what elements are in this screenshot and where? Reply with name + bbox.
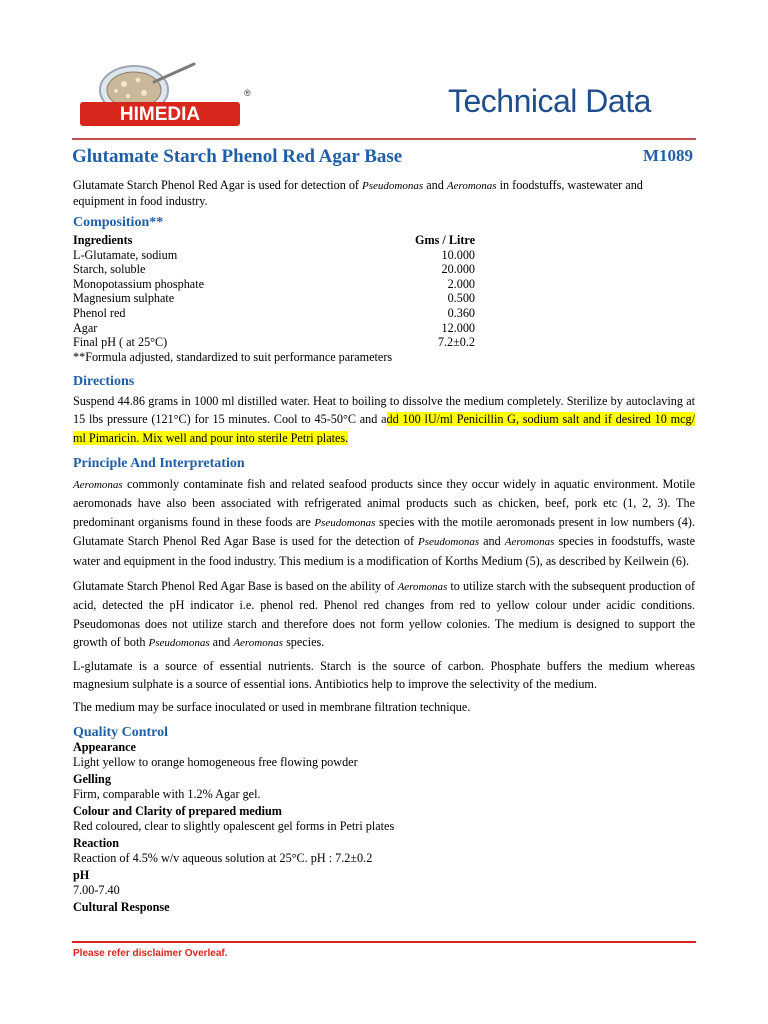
qc-value: 7.00-7.40	[73, 882, 120, 897]
paragraph-text: and	[483, 534, 501, 549]
table-row	[73, 262, 475, 277]
composition-heading: Composition**	[73, 215, 164, 230]
qc-item	[73, 836, 695, 866]
qc-label: Reaction	[73, 835, 120, 850]
species-name: Aeromonas	[397, 580, 448, 593]
ingredient-name: Phenol red	[73, 305, 126, 320]
table-row	[73, 277, 475, 292]
principle-paragraph-4: The medium may be surface inoculated or used in membrane filtration technique.	[73, 700, 471, 715]
principle-heading: Principle And Interpretation	[73, 455, 245, 471]
ingredient-value: 0.360	[447, 305, 475, 320]
species-name: Pseudomonas	[148, 637, 210, 650]
header-divider	[72, 138, 696, 140]
ingredient-name: Monopotassium phosphate	[73, 276, 205, 291]
species-name: Aeromonas	[233, 637, 284, 650]
paragraph-text: species in foodstuffs, waste water and equipment in the food industry. This medium is a modification of Korths Medium (5), as described by Keilwein (6).	[73, 534, 696, 568]
table-row	[73, 248, 475, 263]
intro-text: Glutamate Starch Phenol Red Agar is used for detection of	[73, 178, 359, 192]
ingredient-value: 10.000	[441, 247, 475, 262]
footer-divider	[72, 941, 696, 943]
composition-table	[73, 233, 475, 350]
disclaimer-text: Please refer disclaimer Overleaf.	[73, 948, 228, 959]
ingredient-value: 7.2±0.2	[437, 335, 475, 350]
qc-item	[73, 900, 695, 915]
species-name: Aeromonas	[504, 536, 555, 549]
species-name: Aeromonas	[73, 478, 123, 491]
paragraph-text: Glutamate Starch Phenol Red Agar Base is based on the ability of	[73, 578, 395, 593]
principle-paragraph-3: L-glutamate is a source of essential nutrients. Starch is the source of carbon. Phosphate buffers the medium whereas magnesium sulphate is a source of essential ions. Antibiotics help to improve the selectivity of the medium.	[73, 658, 695, 692]
paragraph-text: and	[212, 635, 231, 650]
table-row	[73, 335, 475, 350]
directions-text: Suspend 44.86 grams in 1000 ml distilled water. Heat to boiling to dissolve the medium completely. Sterilize by autoclaving at 15 lbs pressure (121°C) for 15 minutes. Cool to 45-50°C and a	[73, 393, 695, 427]
table-row	[73, 291, 475, 306]
svg-text:®: ®	[244, 88, 251, 98]
qc-item	[73, 804, 695, 834]
qc-label: pH	[73, 867, 90, 882]
qc-value: Light yellow to orange homogeneous free flowing powder	[73, 754, 358, 769]
qc-item	[73, 740, 695, 770]
highlighted-text: dd 100 lU/ml Penicillin G, sodium salt and if desired 10 mcg/ ml Pimaricin. Mix well and pour into sterile Petri plates.	[73, 412, 695, 445]
qc-item	[73, 868, 695, 898]
intro-paragraph	[73, 178, 695, 209]
ingredient-value: 12.000	[441, 320, 475, 335]
qc-value: Reaction of 4.5% w/v aqueous solution at 25°C. pH : 7.2±0.2	[73, 850, 373, 865]
quality-control-heading: Quality Control	[73, 724, 169, 740]
directions-heading: Directions	[73, 373, 135, 389]
intro-text: in foodstuffs, wastewater and equipment in food industry.	[73, 178, 643, 208]
qc-value: Red coloured, clear to slightly opalescent gel forms in Petri plates	[73, 818, 395, 833]
qc-label: Gelling	[73, 771, 111, 786]
paragraph-text: to utilize starch with the subsequent production of acid, detected the pH indicator i.e. phenol red. Phenol red changes from red to yellow colour under acidic conditions. Pseudomonas does not utilize starch and therefore does not form yellow colonies. The medium is designed to support the growth of both	[73, 578, 696, 650]
ingredient-value: 0.500	[447, 291, 475, 306]
principle-paragraph-2	[73, 577, 695, 653]
product-code: M1089	[642, 146, 693, 165]
formula-note: **Formula adjusted, standardized to suit performance parameters	[73, 349, 393, 364]
ingredient-value: 20.000	[441, 262, 475, 277]
intro-text: and	[426, 178, 444, 192]
species-name: Aeromonas	[446, 180, 497, 192]
product-name: Glutamate Starch Phenol Red Agar Base	[72, 146, 403, 167]
column-header-gms-litre: Gms / Litre	[414, 233, 475, 247]
table-row	[73, 306, 475, 321]
paragraph-text: species.	[286, 635, 325, 650]
principle-paragraph-1	[73, 475, 695, 571]
paragraph-text: commonly contaminate fish and related seafood products since they occur widely in aquatic environment. Motile aeromonads have also been associated with refrigerated animal products such as chicken, beef, pork etc (1, 2, 3). The predominant organisms found in these foods are	[73, 476, 695, 529]
qc-label: Colour and Clarity of prepared medium	[73, 803, 282, 818]
directions-paragraph	[73, 392, 695, 448]
column-header-ingredients: Ingredients	[73, 233, 133, 247]
brand-text: HIMEDIA	[119, 104, 201, 125]
himedia-logo	[72, 60, 262, 140]
ingredient-name: Final pH ( at 25°C)	[73, 335, 168, 350]
qc-value: Firm, comparable with 1.2% Agar gel.	[73, 786, 261, 801]
ingredient-name: Magnesium sulphate	[73, 291, 175, 306]
document-title: Technical Data	[448, 83, 651, 119]
ingredient-name: Agar	[73, 320, 98, 335]
species-name: Pseudomonas	[418, 536, 480, 549]
ingredient-name: Starch, soluble	[73, 262, 146, 277]
species-name: Pseudomonas	[362, 180, 424, 192]
qc-item	[73, 772, 695, 802]
qc-label: Appearance	[73, 739, 136, 754]
ingredient-value: 2.000	[447, 276, 475, 291]
ingredient-name: L-Glutamate, sodium	[73, 247, 178, 262]
qc-label: Cultural Response	[73, 899, 170, 914]
document-body	[73, 178, 695, 915]
species-name: Pseudomonas	[314, 516, 376, 529]
table-row	[73, 321, 475, 336]
paragraph-text: species with the motile aeromonads present in low numbers (4). Glutamate Starch Phenol Red Agar Base is used for the detection of	[73, 514, 695, 549]
